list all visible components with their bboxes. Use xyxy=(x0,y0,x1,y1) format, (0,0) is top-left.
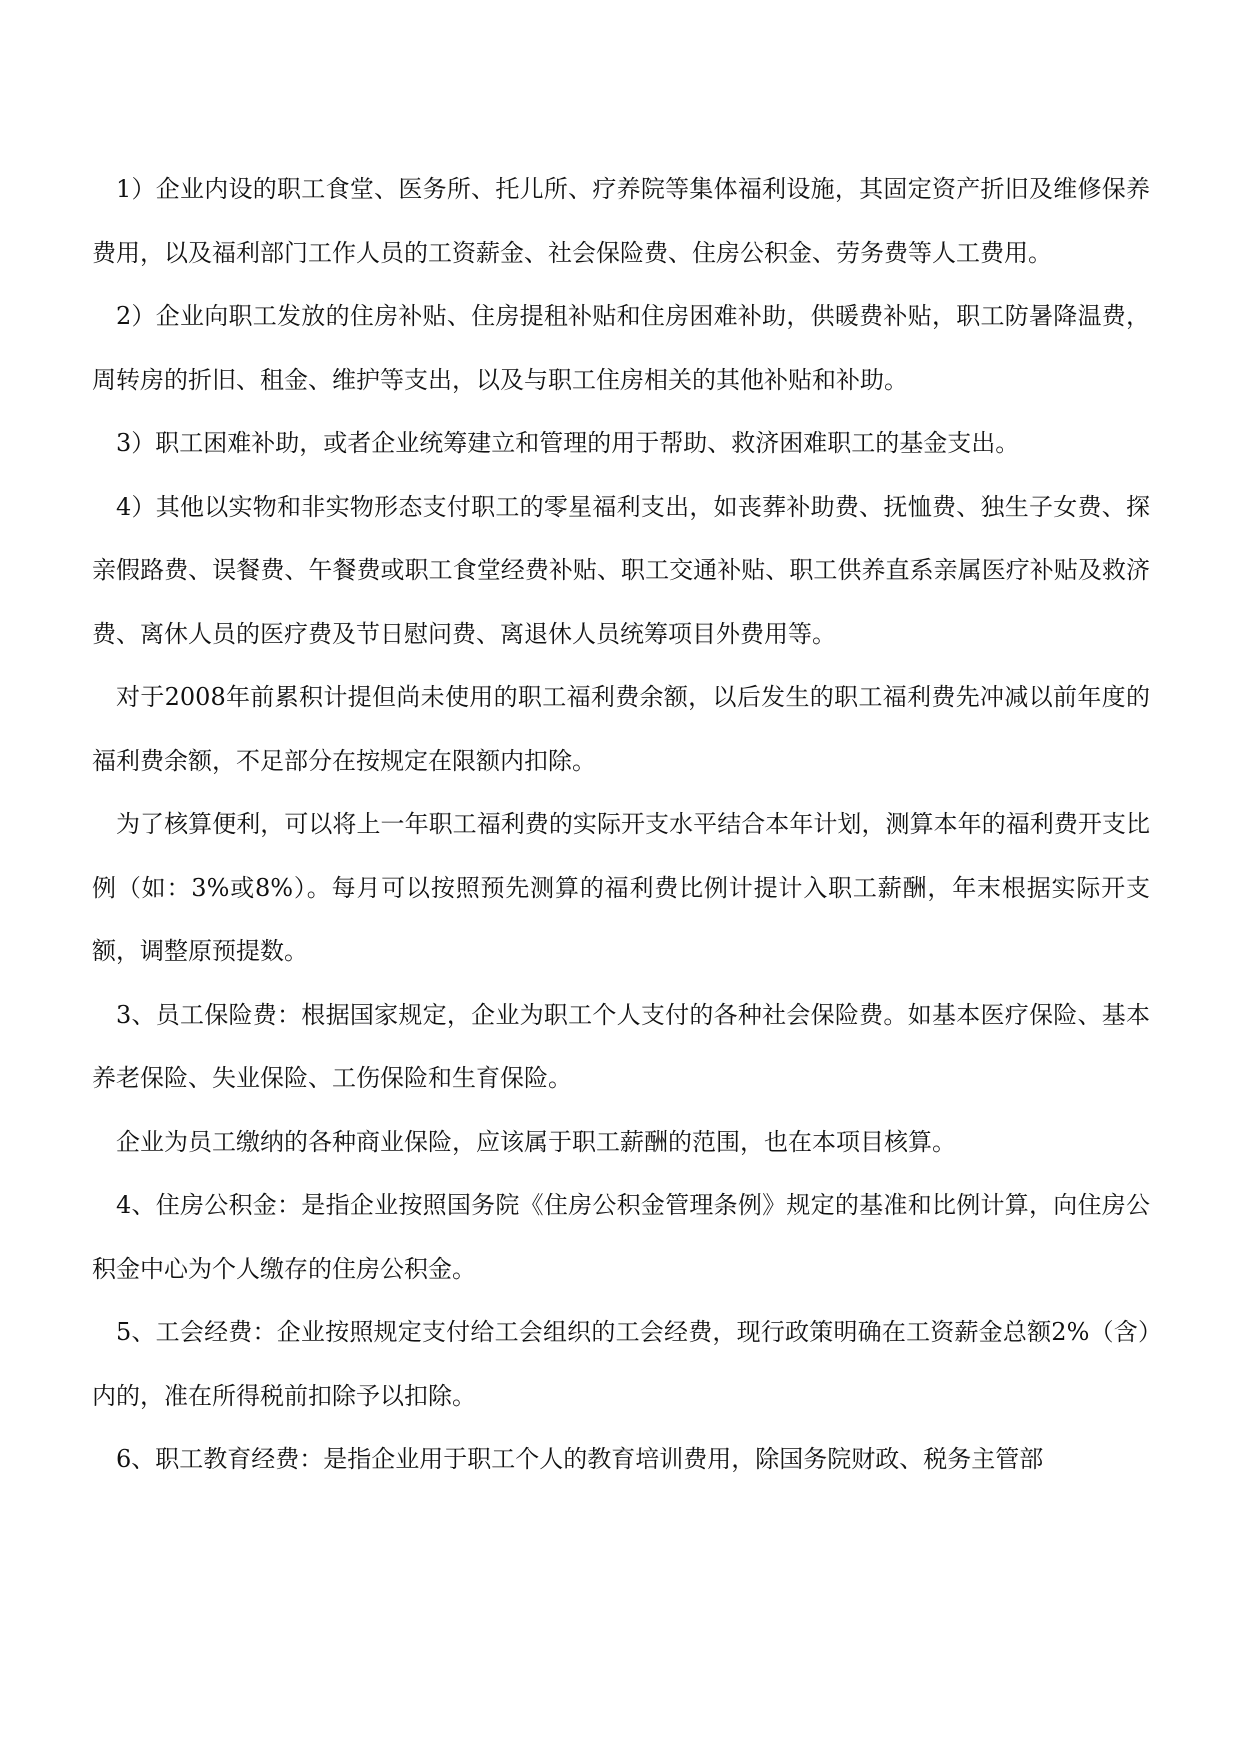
paragraph-housing-subsidies: 2）企业向职工发放的住房补贴、住房提租补贴和住房困难补助，供暖费补贴，职工防暑降温费，周转房的折旧、租金、维护等支出，以及与职工住房相关的其他补贴和补助。 xyxy=(92,302,1150,394)
paragraph-education-funds: 6、职工教育经费：是指企业用于职工个人的教育培训费用，除国务院财政、税务主管部 xyxy=(116,1445,1044,1473)
paragraph-welfare-facilities: 1）企业内设的职工食堂、医务所、托儿所、疗养院等集体福利设施，其固定资产折旧及维修保养费用，以及福利部门工作人员的工资薪金、社会保险费、住房公积金、劳务费等人工费用。 xyxy=(92,175,1150,267)
paragraph-accounting-convenience: 为了核算便利，可以将上一年职工福利费的实际开支水平结合本年计划，测算本年的福利费开支比例（如：3%或8%）。每月可以按照预先测算的福利费比例计提计入职工薪酬，年末根据实际开支额，调整原预提数。 xyxy=(92,810,1150,965)
paragraph-housing-fund: 4、住房公积金：是指企业按照国务院《住房公积金管理条例》规定的基准和比例计算，向住房公积金中心为个人缴存的住房公积金。 xyxy=(92,1191,1150,1283)
paragraph-union-fees: 5、工会经费：企业按照规定支付给工会组织的工会经费，现行政策明确在工资薪金总额2%（含）内的，准在所得税前扣除予以扣除。 xyxy=(92,1318,1150,1410)
paragraph-other-welfare: 4）其他以实物和非实物形态支付职工的零星福利支出，如丧葬补助费、抚恤费、独生子女费、探亲假路费、误餐费、午餐费或职工食堂经费补贴、职工交通补贴、职工供养直系亲属医疗补贴及救济费、离休人员的医疗费及节日慰问费、离退休人员统筹项目外费用等。 xyxy=(92,492,1150,648)
paragraph-commercial-insurance: 企业为员工缴纳的各种商业保险，应该属于职工薪酬的范围，也在本项目核算。 xyxy=(116,1127,956,1156)
document-body xyxy=(92,158,1150,1492)
paragraph-hardship-assistance: 3）职工困难补助，或者企业统筹建立和管理的用于帮助、救济困难职工的基金支出。 xyxy=(116,429,1020,457)
paragraph-employee-insurance: 3、员工保险费：根据国家规定，企业为职工个人支付的各种社会保险费。如基本医疗保险、基本养老保险、失业保险、工伤保险和生育保险。 xyxy=(92,1000,1150,1092)
paragraph-prior-balance: 对于2008年前累积计提但尚未使用的职工福利费余额，以后发生的职工福利费先冲减以前年度的福利费余额，不足部分在按规定在限额内扣除。 xyxy=(92,683,1150,775)
